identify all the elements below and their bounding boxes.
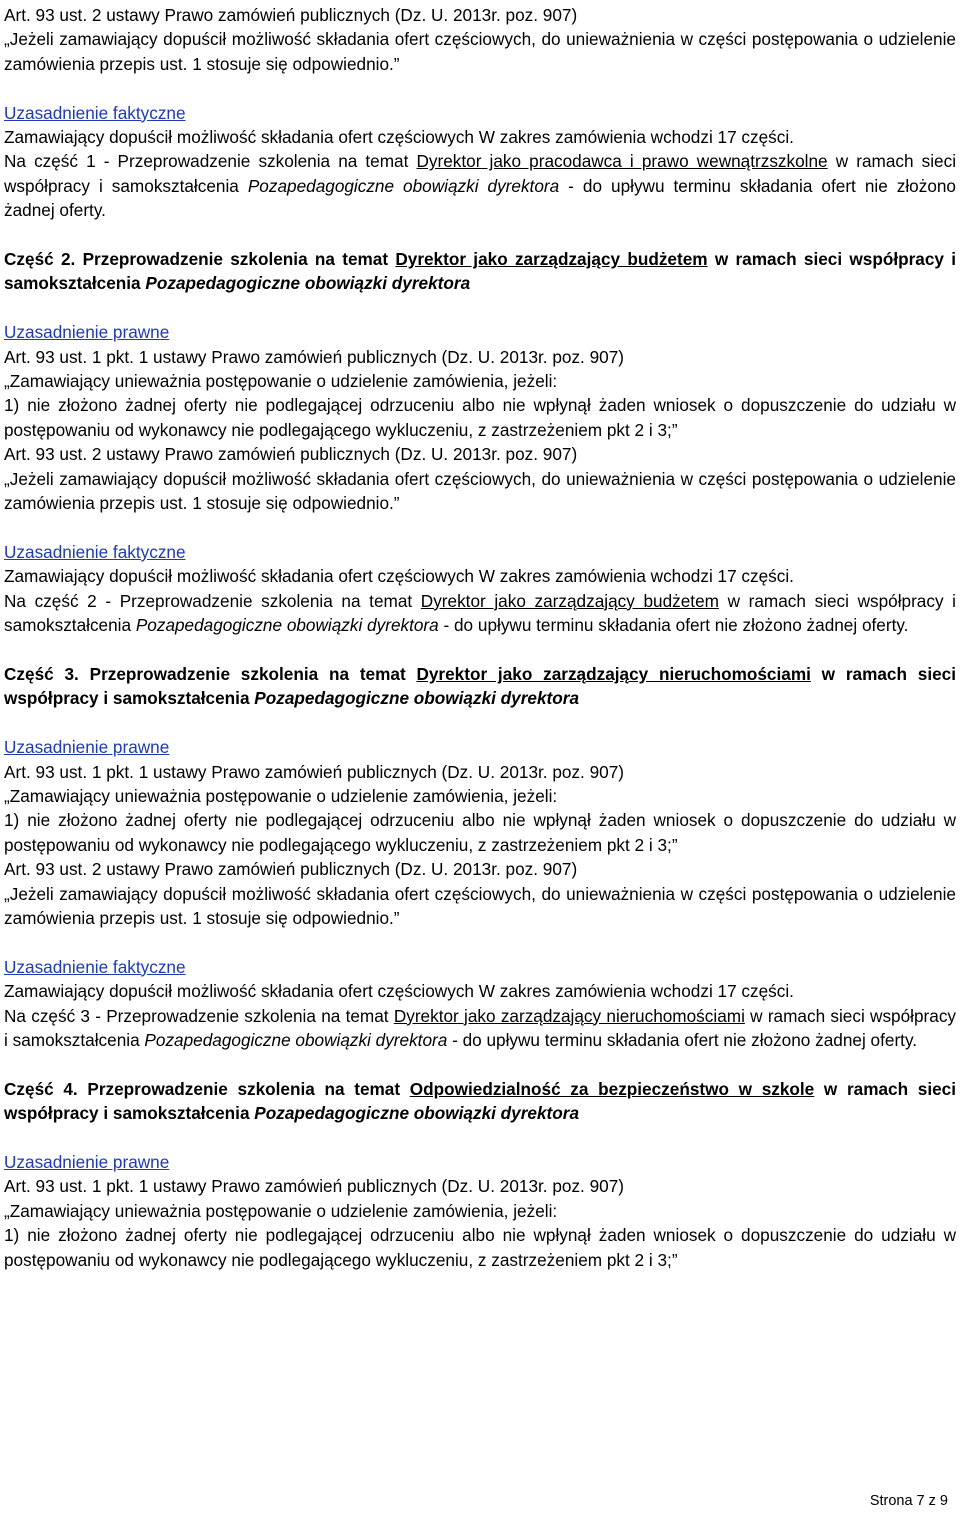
topic-title: Dyrektor jako zarządzający nieruchomościami — [393, 1005, 745, 1026]
topic-title: Dyrektor jako zarządzający budżetem — [395, 249, 708, 270]
part-conclusion: Na część 2 - Przeprowadzenie szkolenia na temat Dyrektor jako zarządzający budżetem w ramach sieci współpracy i samokształcenia Pozapedagogiczne obowiązki dyrektora - do upływu terminu składania ofert nie złożono żadnej oferty. — [4, 590, 956, 636]
factual-text: Zamawiający dopuścił możliwość składania ofert częściowych W zakres zamówienia wchodzi 17 części. — [4, 127, 794, 148]
part-heading: Część 4. Przeprowadzenie szkolenia na temat Odpowiedzialność za bezpieczeństwo w szkole w ramach sieci współpracy i samokształcenia Pozapedagogiczne obowiązki dyrektora — [4, 1078, 956, 1124]
topic-title: Dyrektor jako zarządzający nieruchomościami — [416, 663, 811, 684]
legal-point: 1) nie złożono żadnej oferty nie podlegającej odrzuceniu albo nie wpłynął żaden wniosek o dopuszczenie do udziału w postępowaniu od wykonawcy nie podlegającego wykluczeniu, z zastrzeżeniem pkt 2 i 3;” — [4, 1225, 956, 1270]
legal-point: 1) nie złożono żadnej oferty nie podlegającej odrzuceniu albo nie wpłynął żaden wniosek o dopuszczenie do udziału w postępowaniu od wykonawcy nie podlegającego wykluczeniu, z zastrzeżeniem pkt 2 i 3;” — [4, 810, 956, 855]
legal-reference: Art. 93 ust. 2 ustawy Prawo zamówień publicznych (Dz. U. 2013r. poz. 907) — [4, 859, 578, 880]
topic-title: Dyrektor jako zarządzający budżetem — [420, 590, 719, 611]
document-page — [4, 3, 956, 1272]
legal-reference: Art. 93 ust. 1 pkt. 1 ustawy Prawo zamówień publicznych (Dz. U. 2013r. poz. 907) — [4, 1176, 624, 1197]
legal-quote: „Jeżeli zamawiający dopuścił możliwość składania ofert częściowych, do unieważnienia w części postępowania o udzielenie zamówienia przepis ust. 1 stosuje się odpowiednio.” — [4, 883, 956, 928]
section-heading-factual: Uzasadnienie faktyczne — [4, 541, 186, 562]
legal-quote: „Jeżeli zamawiający dopuścił możliwość składania ofert częściowych, do unieważnienia w części postępowania o udzielenie zamówienia przepis ust. 1 stosuje się odpowiednio.” — [4, 29, 956, 74]
page-number: Strona 7 z 9 — [869, 1493, 948, 1509]
factual-text: Zamawiający dopuścił możliwość składania ofert częściowych W zakres zamówienia wchodzi 17 części. — [4, 566, 794, 587]
legal-reference: Art. 93 ust. 1 pkt. 1 ustawy Prawo zamówień publicznych (Dz. U. 2013r. poz. 907) — [4, 346, 624, 367]
legal-quote: „Zamawiający unieważnia postępowanie o udzielenie zamówienia, jeżeli: — [4, 785, 558, 806]
topic-title: Odpowiedzialność za bezpieczeństwo w szkole — [409, 1078, 815, 1099]
section-heading-legal: Uzasadnienie prawne — [4, 1151, 170, 1172]
part-heading: Część 2. Przeprowadzenie szkolenia na temat Dyrektor jako zarządzający budżetem w ramach sieci współpracy i samokształcenia Pozapedagogiczne obowiązki dyrektora — [4, 249, 957, 294]
section-heading-legal: Uzasadnienie prawne — [4, 737, 170, 758]
section-heading-legal: Uzasadnienie prawne — [4, 322, 170, 343]
legal-quote: „Zamawiający unieważnia postępowanie o udzielenie zamówienia, jeżeli: — [4, 1200, 558, 1221]
legal-point: 1) nie złożono żadnej oferty nie podlegającej odrzuceniu albo nie wpłynął żaden wniosek o dopuszczenie do udziału w postępowaniu od wykonawcy nie podlegającego wykluczeniu, z zastrzeżeniem pkt 2 i 3;” — [4, 395, 956, 440]
part-conclusion: Na część 3 - Przeprowadzenie szkolenia na temat Dyrektor jako zarządzający nieruchomościami w ramach sieci współpracy i samokształcenia Pozapedagogiczne obowiązki dyrektora - do upływu terminu składania ofert nie złożono żadnej oferty. — [4, 1005, 957, 1050]
section-heading-factual: Uzasadnienie faktyczne — [4, 956, 186, 977]
factual-text: Zamawiający dopuścił możliwość składania ofert częściowych W zakres zamówienia wchodzi 17 części. — [4, 981, 794, 1002]
legal-reference: Art. 93 ust. 2 ustawy Prawo zamówień publicznych (Dz. U. 2013r. poz. 907) — [4, 5, 578, 25]
legal-quote: „Jeżeli zamawiający dopuścił możliwość składania ofert częściowych, do unieważnienia w części postępowania o udzielenie zamówienia przepis ust. 1 stosuje się odpowiednio.” — [4, 468, 956, 514]
legal-reference: Art. 93 ust. 2 ustawy Prawo zamówień publicznych (Dz. U. 2013r. poz. 907) — [4, 444, 578, 465]
legal-reference: Art. 93 ust. 1 pkt. 1 ustawy Prawo zamówień publicznych (Dz. U. 2013r. poz. 907) — [4, 761, 624, 782]
topic-title: Dyrektor jako pracodawca i prawo wewnątrzszkolne — [416, 151, 828, 172]
part-heading: Część 3. Przeprowadzenie szkolenia na temat Dyrektor jako zarządzający nieruchomościami w ramach sieci współpracy i samokształcenia Pozapedagogiczne obowiązki dyrektora — [4, 663, 956, 709]
section-heading-factual: Uzasadnienie faktyczne — [4, 102, 186, 123]
part-conclusion: Na część 1 - Przeprowadzenie szkolenia na temat Dyrektor jako pracodawca i prawo wewnątrzszkolne w ramach sieci współpracy i samokształcenia Pozapedagogiczne obowiązki dyrektora - do upływu terminu składania ofert nie złożono żadnej oferty. — [4, 151, 957, 221]
legal-quote: „Zamawiający unieważnia postępowanie o udzielenie zamówienia, jeżeli: — [4, 371, 558, 392]
